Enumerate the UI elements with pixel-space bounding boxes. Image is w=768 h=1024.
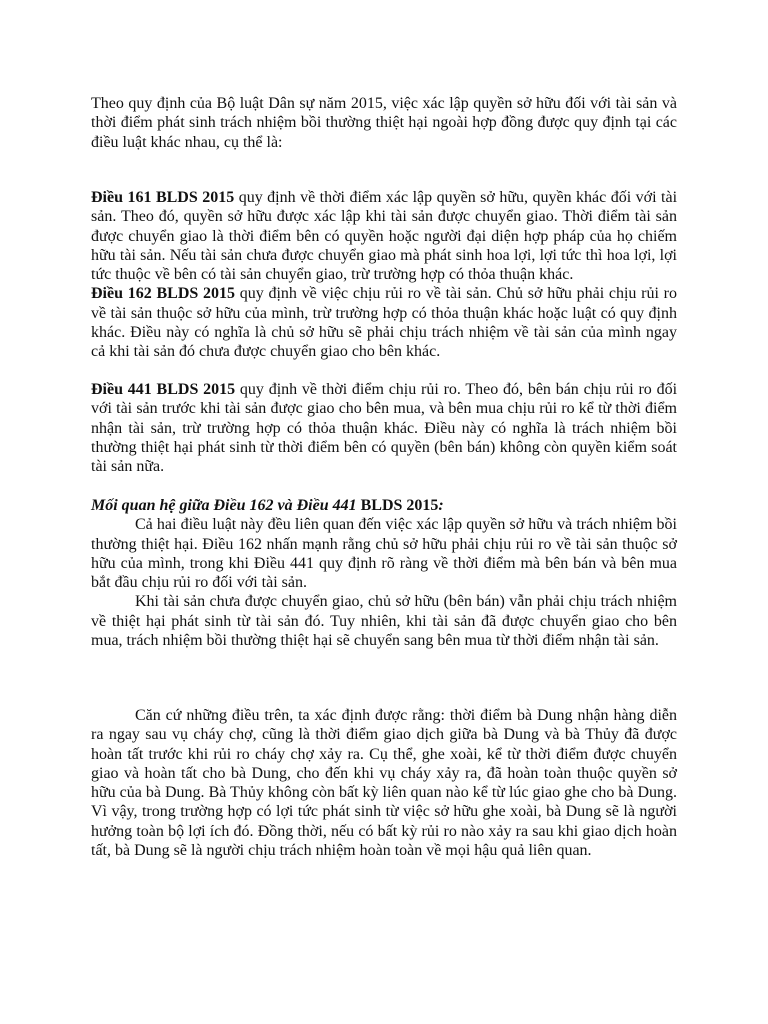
article-161-paragraph (91, 188, 677, 284)
relation-heading-colon: : (438, 497, 444, 514)
relation-paragraph-2: Khi tài sản chưa được chuyển giao, chủ sở hữu (bên bán) vẫn phải chịu trách nhiệm về thiệt hại phát sinh từ tài sản đó. Tuy nhiên, khi tài sản đã được chuyển giao cho bên mua, trách nhiệm bồi thường thiệt hại sẽ chuyển sang bên mua từ thời điểm nhận tài sản. (91, 593, 677, 650)
article-162-text: quy định về việc chịu rủi ro về tài sản. Chủ sở hữu phải chịu rủi ro về tài sản thuộc sở hữu của mình, trừ trường hợp có thỏa thuận khác hoặc luật có quy định khác. Điều này có nghĩa là chủ sở hữu sẽ phải chịu trách nhiệm về tài sản của mình ngay cả khi tài sản đó chưa được chuyển giao cho bên khác. (91, 285, 678, 361)
article-441-ref: Điều 441 BLDS 2015 (91, 381, 236, 398)
article-161-text: quy định về thời điểm xác lập quyền sở hữu, quyền khác đối với tài sản. Theo đó, quyền sở hữu được xác lập khi tài sản được chuyển giao. Thời điểm tài sản được chuyển giao là thời điểm bên có quyền hoặc người đại diện hợp pháp của họ chiếm hữu tài sản. Nếu tài sản chưa được chuyển giao mà phát sinh hoa lợi, lợi tức thì hoa lợi, lợi tức thuộc về bên có tài sản chuyển giao, trừ trường hợp có thỏa thuận khác. (91, 189, 678, 284)
relation-heading-italic: Mối quan hệ giữa Điều 162 và Điều 441 (91, 497, 357, 514)
articles-section-1 (91, 188, 677, 362)
relation-heading (91, 496, 677, 515)
article-161-ref: Điều 161 BLDS 2015 (91, 189, 235, 206)
article-441-text: quy định về thời điểm chịu rủi ro. Theo đó, bên bán chịu rủi ro đối với tài sản trước khi tài sản được giao cho bên mua, và bên mua chịu rủi ro kể từ thời điểm nhận tài sản, trừ trường hợp có thỏa thuận khác. Điều này có nghĩa là trách nhiệm bồi thường thiệt hại phát sinh từ thời điểm bên có quyền (bên bán) không còn quyền kiểm soát tài sản nữa. (91, 381, 678, 476)
relation-heading-mid: BLDS 2015 (356, 497, 439, 514)
article-441-paragraph (91, 380, 677, 476)
conclusion-paragraph: Căn cứ những điều trên, ta xác định được rằng: thời điểm bà Dung nhận hàng diễn ra ngay sau vụ cháy chợ, cũng là thời điểm giao dịch giữa bà Dung và bà Thủy đã được hoàn tất trước khi rủi ro cháy chợ xảy ra. Cụ thể, ghe xoài, kể từ thời điểm được chuyển giao và hoàn tất cho bà Dung, cho đến khi vụ cháy xảy ra, đã hoàn toàn thuộc quyền sở hữu của bà Dung. Bà Thủy không còn bất kỳ liên quan nào kể từ lúc giao ghe cho bà Dung. Vì vậy, trong trường hợp có lợi tức phát sinh từ việc sở hữu ghe xoài, bà Dung sẽ là người hưởng toàn bộ lợi ích đó. Đồng thời, nếu có bất kỳ rủi ro nào xảy ra sau khi giao dịch hoàn tất, bà Dung sẽ là người chịu trách nhiệm hoàn toàn về mọi hậu quả liên quan. (91, 707, 677, 860)
relation-paragraph-1: Cả hai điều luật này đều liên quan đến việc xác lập quyền sở hữu và trách nhiệm bồi thường thiệt hại. Điều 162 nhấn mạnh rằng chủ sở hữu phải chịu rủi ro về tài sản thuộc sở hữu của mình, trong khi Điều 441 quy định rõ ràng về thời điểm mà bên bán và bên mua bắt đầu chịu rủi ro đối với tài sản. (91, 516, 677, 592)
article-162-ref: Điều 162 BLDS 2015 (91, 285, 236, 303)
intro-paragraph: Theo quy định của Bộ luật Dân sự năm 2015, việc xác lập quyền sở hữu đối với tài sản và thời điểm phát sinh trách nhiệm bồi thường thiệt hại ngoài hợp đồng được quy định tại các điều luật khác nhau, cụ thể là: (91, 95, 677, 151)
relation-section (91, 496, 677, 650)
article-162-paragraph (91, 284, 677, 361)
